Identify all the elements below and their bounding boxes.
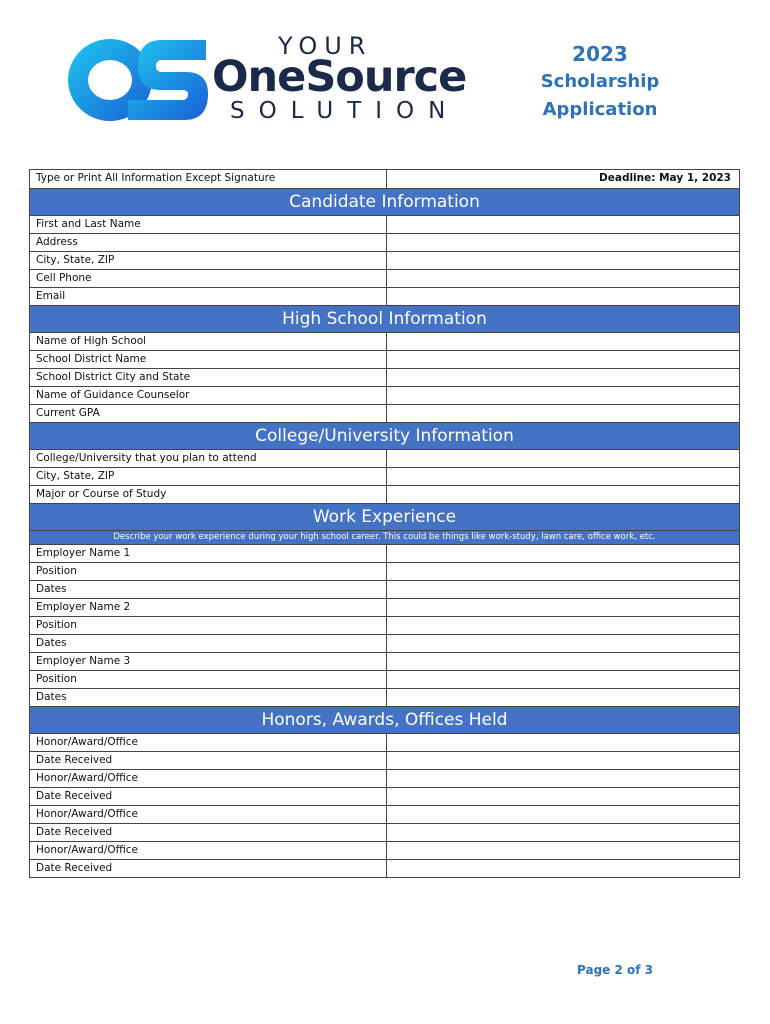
form-row: [30, 468, 739, 486]
field-input[interactable]: [387, 252, 739, 269]
form-row: [30, 788, 739, 806]
field-input[interactable]: [387, 563, 739, 580]
field-input[interactable]: [387, 653, 739, 670]
field-label: City, State, ZIP: [30, 468, 387, 485]
form-row: [30, 333, 739, 351]
field-input[interactable]: [387, 369, 739, 386]
form-row: [30, 734, 739, 752]
field-input[interactable]: [387, 333, 739, 350]
form-row: [30, 234, 739, 252]
form-row: [30, 671, 739, 689]
field-label: Current GPA: [30, 405, 387, 422]
form-row: [30, 545, 739, 563]
field-input[interactable]: [387, 617, 739, 634]
heading-title-line2: Application: [542, 99, 658, 120]
field-label: Dates: [30, 581, 387, 598]
field-input[interactable]: [387, 599, 739, 616]
form-row: [30, 752, 739, 770]
section-header-candidate: Candidate Information: [30, 189, 739, 216]
form-row: [30, 486, 739, 504]
field-label: Position: [30, 563, 387, 580]
field-input[interactable]: [387, 468, 739, 485]
scholarship-form: [29, 169, 740, 878]
form-row: [30, 770, 739, 788]
os-logo-mark-icon: [66, 34, 216, 126]
field-label: Dates: [30, 689, 387, 706]
page-number: Page 2 of 3: [577, 963, 653, 977]
field-input[interactable]: [387, 734, 739, 751]
logo-your-text: YOUR: [278, 32, 373, 60]
field-label: Date Received: [30, 788, 387, 805]
field-input[interactable]: [387, 486, 739, 503]
field-label: Employer Name 3: [30, 653, 387, 670]
field-input[interactable]: [387, 671, 739, 688]
field-input[interactable]: [387, 216, 739, 233]
top-row-divider: [386, 170, 387, 188]
form-row: [30, 351, 739, 369]
section-header-college: College/University Information: [30, 423, 739, 450]
field-label: Honor/Award/Office: [30, 734, 387, 751]
field-input[interactable]: [387, 788, 739, 805]
field-label: Honor/Award/Office: [30, 770, 387, 787]
form-row: [30, 387, 739, 405]
form-top-row: [30, 169, 739, 189]
form-row: [30, 653, 739, 671]
field-label: Dates: [30, 635, 387, 652]
field-input[interactable]: [387, 351, 739, 368]
field-input[interactable]: [387, 270, 739, 287]
field-label: Honor/Award/Office: [30, 842, 387, 859]
field-label: Position: [30, 617, 387, 634]
field-label: Address: [30, 234, 387, 251]
field-input[interactable]: [387, 770, 739, 787]
field-label: Date Received: [30, 752, 387, 769]
form-row: [30, 635, 739, 653]
form-row: [30, 806, 739, 824]
heading-title-line1: Scholarship: [540, 71, 660, 92]
field-label: Position: [30, 671, 387, 688]
field-label: First and Last Name: [30, 216, 387, 233]
section-header-honors: Honors, Awards, Offices Held: [30, 707, 739, 734]
form-row: [30, 216, 739, 234]
form-row: [30, 252, 739, 270]
field-input[interactable]: [387, 450, 739, 467]
document-heading: [520, 40, 680, 124]
field-label: Major or Course of Study: [30, 486, 387, 503]
field-label: School District Name: [30, 351, 387, 368]
field-label: Employer Name 2: [30, 599, 387, 616]
field-input[interactable]: [387, 635, 739, 652]
field-input[interactable]: [387, 405, 739, 422]
section-description: Describe your work experience during your high school career. This could be things like work-study, lawn care, office work, etc.: [30, 531, 739, 545]
onesource-logo: [66, 34, 478, 126]
field-input[interactable]: [387, 288, 739, 305]
field-input[interactable]: [387, 752, 739, 769]
field-input[interactable]: [387, 860, 739, 877]
field-label: School District City and State: [30, 369, 387, 386]
field-input[interactable]: [387, 842, 739, 859]
field-label: Email: [30, 288, 387, 305]
field-label: Honor/Award/Office: [30, 806, 387, 823]
field-label: Employer Name 1: [30, 545, 387, 562]
form-row: [30, 689, 739, 707]
field-input[interactable]: [387, 387, 739, 404]
form-row: [30, 450, 739, 468]
form-row: [30, 405, 739, 423]
form-row: [30, 842, 739, 860]
field-label: Name of Guidance Counselor: [30, 387, 387, 404]
instructions-text: Type or Print All Information Except Signature: [36, 172, 276, 184]
form-row: [30, 369, 739, 387]
field-label: Date Received: [30, 860, 387, 877]
form-row: [30, 581, 739, 599]
field-label: Date Received: [30, 824, 387, 841]
form-row: [30, 270, 739, 288]
field-input[interactable]: [387, 234, 739, 251]
section-header-work: Work Experience: [30, 504, 739, 531]
field-input[interactable]: [387, 689, 739, 706]
field-label: City, State, ZIP: [30, 252, 387, 269]
field-input[interactable]: [387, 824, 739, 841]
field-input[interactable]: [387, 581, 739, 598]
logo-solution-text: SOLUTION: [230, 98, 460, 124]
field-input[interactable]: [387, 806, 739, 823]
form-row: [30, 288, 739, 306]
form-row: [30, 860, 739, 877]
form-row: [30, 563, 739, 581]
field-input[interactable]: [387, 545, 739, 562]
section-header-high-school: High School Information: [30, 306, 739, 333]
logo-brand-text: OneSource: [212, 52, 467, 102]
form-row: [30, 617, 739, 635]
form-row: [30, 599, 739, 617]
deadline-text: Deadline: May 1, 2023: [599, 172, 731, 184]
heading-year: 2023: [572, 42, 628, 66]
field-label: College/University that you plan to attend: [30, 450, 387, 467]
field-label: Name of High School: [30, 333, 387, 350]
field-label: Cell Phone: [30, 270, 387, 287]
form-row: [30, 824, 739, 842]
